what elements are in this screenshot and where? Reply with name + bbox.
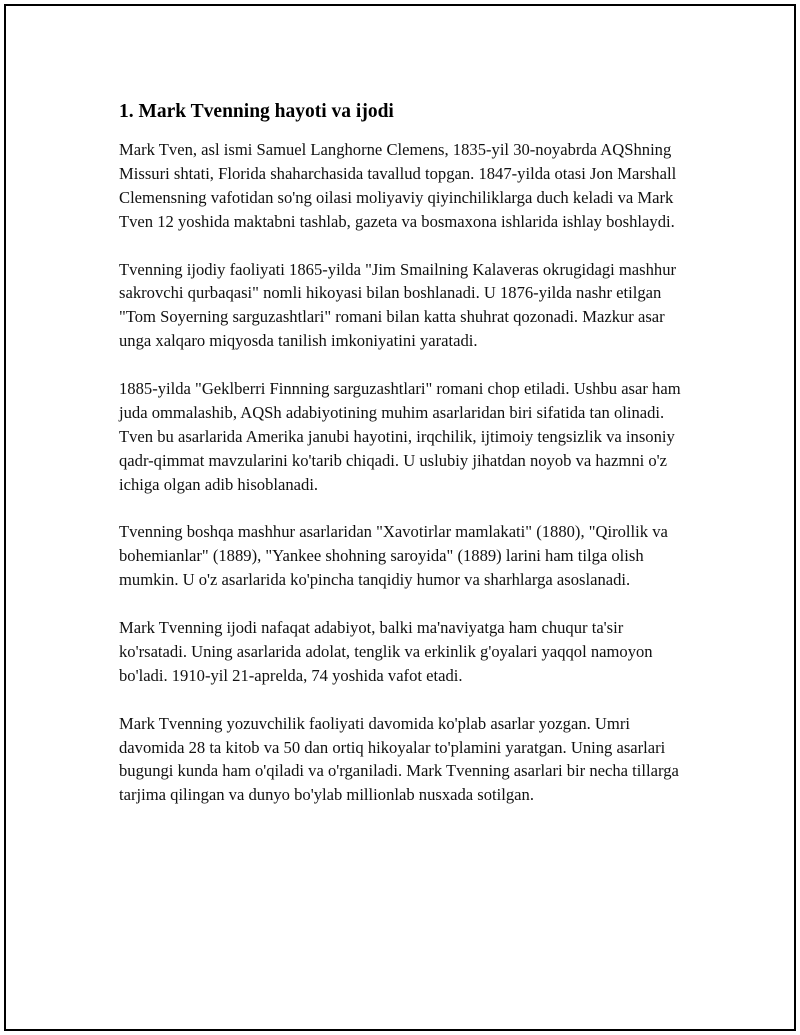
document-body: [119, 100, 694, 831]
paragraph-other-works: Tvenning boshqa mashhur asarlaridan "Xavotirlar mamlakati" (1880), "Qirollik va bohemianlar" (1889), "Yankee shohning saroyida" (1889) larini ham tilga olish mumkin. U o'z asarlarida ko'pincha tanqidiy humor va sharhlarga asoslanadi.: [119, 522, 668, 590]
paragraph-birth: Mark Tven, asl ismi Samuel Langhorne Clemens, 1835-yil 30-noyabrda AQShning Missuri shtati, Florida shaharchasida tavallud topgan. 1847-yilda otasi Jon Marshall Clemensning vafotidan so'ng oilasi moliyaviy qiyinchiliklarga duch keladi va Mark Tven 12 yoshida maktabni tashlab, gazeta va bosmaxona ishlarida ishlay boshlaydi.: [119, 140, 677, 231]
paragraph-huckleberry-finn: 1885-yilda "Geklberri Finnning sarguzashtlari" romani chop etiladi. Ushbu asar ham juda ommalashib, AQSh adabiyotining muhim asarlaridan biri sifatida tan olinadi. Tven bu asarlarida Amerika janubi hayotini, irqchilik, ijtimoiy tengsizlik va insoniy qadr-qimmat mavzularini ko'tarib chiqadi. U uslubiy jihatdan noyob va hazmni o'z ichiga olgan adib hisoblanadi.: [119, 379, 681, 494]
paragraph-legacy: Mark Tvenning ijodi nafaqat adabiyot, balki ma'naviyatga ham chuqur ta'sir ko'rsatadi. Uning asarlarida adolat, tenglik va erkinlik g'oyalari yaqqol namoyon bo'ladi. 1910-yil 21-aprelda, 74 yoshida vafot etadi.: [119, 618, 653, 685]
document-title: 1. Mark Tvenning hayoti va ijodi: [119, 101, 394, 122]
paragraph-bibliography: Mark Tvenning yozuvchilik faoliyati davomida ko'plab asarlar yozgan. Umri davomida 28 ta kitob va 50 dan ortiq hikoyalar to'plamini yaratgan. Uning asarlari bugungi kunda ham o'qiladi va o'rganiladi. Mark Tvenning asarlari bir necha tillarga tarjima qilingan va dunyo bo'ylab millionlab nusxada sotilgan.: [119, 713, 679, 805]
page-frame: [4, 4, 796, 1031]
paragraph-early-career: Tvenning ijodiy faoliyati 1865-yilda "Jim Smailning Kalaveras okrugidagi mashhur sakrovchi qurbaqasi" nomli hikoyasi bilan boshlanadi. U 1876-yilda nashr etilgan "Tom Soyerning sarguzashtlari" romani bilan katta shuhrat qozonadi. Mazkur asar unga xalqaro miqyosda tanilish imkoniyatini yaratadi.: [119, 259, 677, 351]
